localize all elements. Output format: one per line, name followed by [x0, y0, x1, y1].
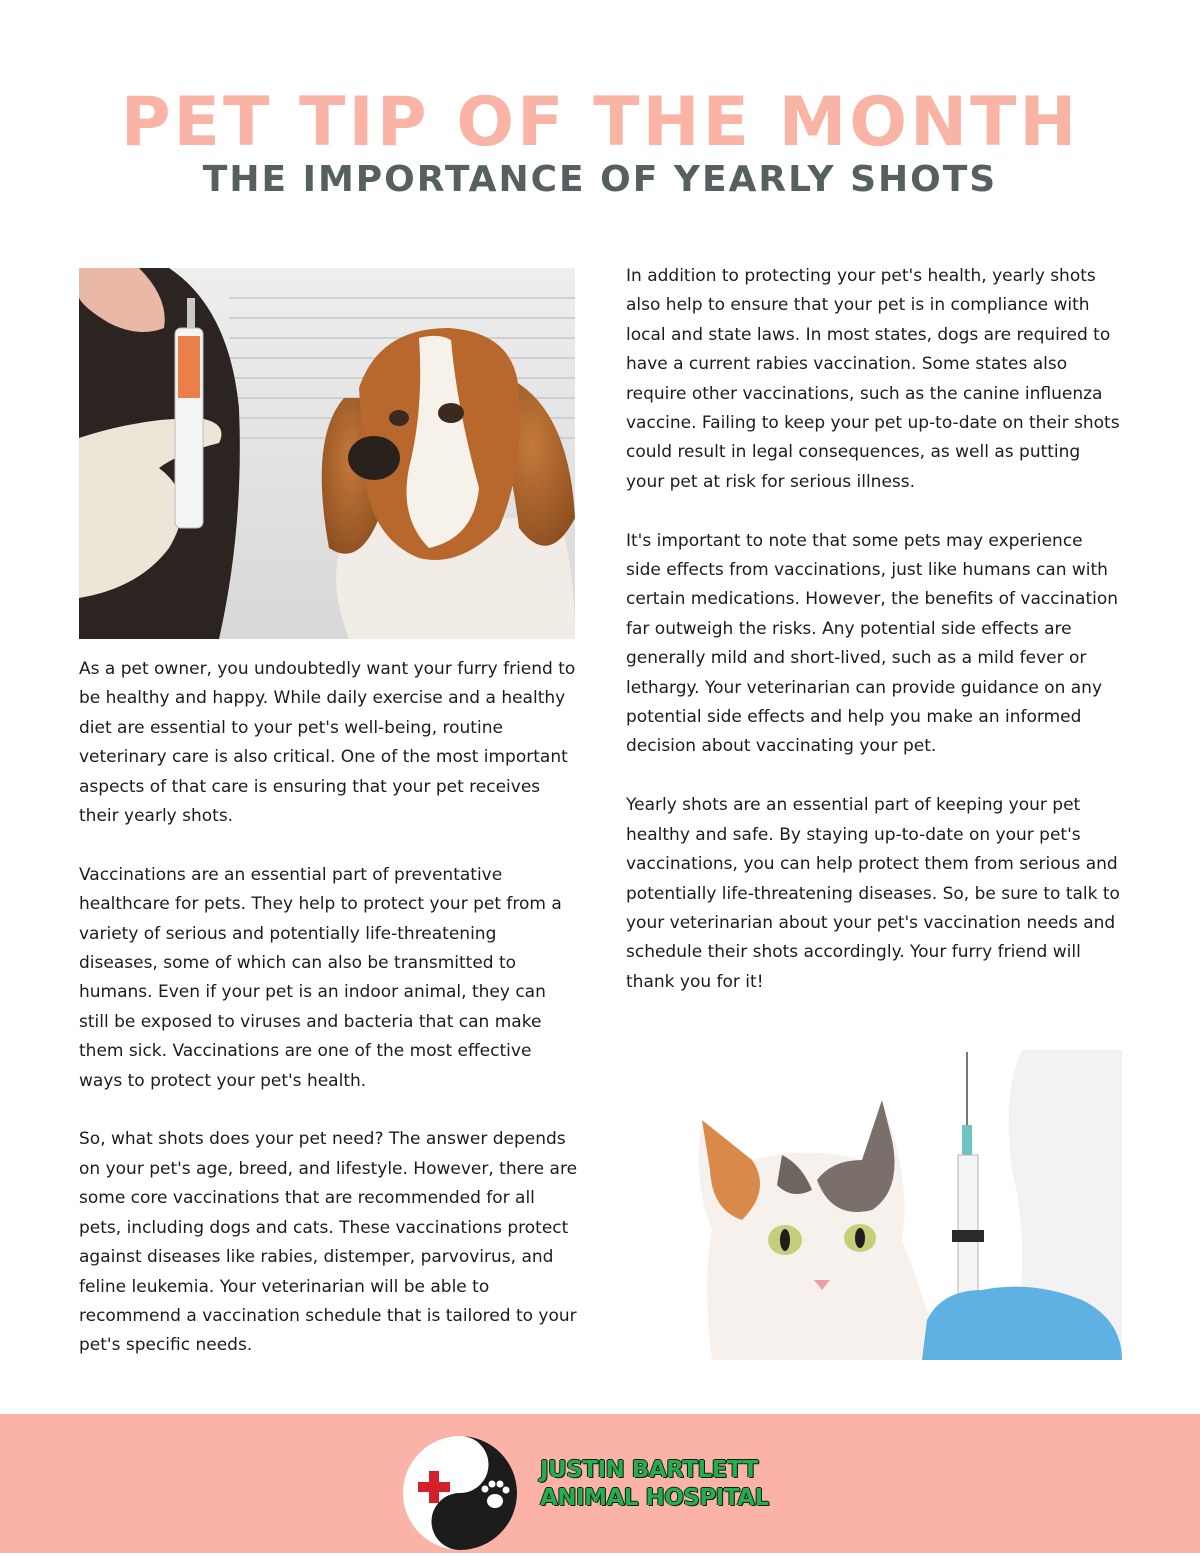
- paragraph-intro: As a pet owner, you undoubtedly want your furry friend to be healthy and happy. While daily exercise and a healthy diet are essential to your pet's well-being, routine veterinary care is also critical. One of the most important aspects of that care is ensuring that your pet receives their yearly shots.: [79, 659, 576, 827]
- left-column: [79, 655, 579, 1390]
- paragraph-laws: In addition to protecting your pet's health, yearly shots also help to ensure that your pet is in compliance with local and state laws. In most states, dogs are required to have a current rabies vaccination. Some states also require other vaccinations, such as the canine influenza vaccine. Failing to keep your pet up-to-date on their shots could result in legal consequences, as well as putting your pet at risk for serious illness.: [626, 266, 1120, 492]
- right-column: [626, 262, 1122, 1027]
- hospital-logo-text: [540, 1456, 769, 1512]
- paragraph-side-effects: It's important to note that some pets may experience side effects from vaccinations, just like humans can with certain medications. However, the benefits of vaccination far outweigh the risks. Any potential side effects are generally mild and short-lived, such as a mild fever or lethargy. Your veterinarian can provide guidance on any potential side effects and help you make an informed decision about vaccinating your pet.: [626, 530, 1119, 757]
- paragraph-conclusion: Yearly shots are an essential part of keeping your pet healthy and safe. By staying up-to-date on your pet's vaccinations, you can help protect them from serious and potentially life-threatening diseases. So, be sure to talk to your veterinarian about your pet's vaccination needs and schedule their shots accordingly. Your furry friend will thank you for it!: [626, 795, 1120, 992]
- hospital-logo-icon: [396, 1434, 526, 1556]
- logo-line-1: JUSTIN BARTLETT: [540, 1457, 758, 1483]
- cat-vaccine-photo: [682, 1050, 1122, 1360]
- page-title: PET TIP OF THE MONTH: [120, 83, 1080, 162]
- paragraph-core-shots: So, what shots does your pet need? The answer depends on your pet's age, breed, and lifestyle. However, there are some core vaccinations that are recommended for all pets, including dogs and cats. These vaccinations protect against diseases like rabies, distemper, parvovirus, and feline leukemia. Your veterinarian will be able to recommend a vaccination schedule that is tailored to your pet's specific needs.: [79, 1129, 578, 1356]
- logo-line-2: ANIMAL HOSPITAL: [540, 1485, 769, 1511]
- paragraph-vaccinations: Vaccinations are an essential part of preventative healthcare for pets. They help to protect your pet from a variety of serious and potentially life-threatening diseases, some of which can also be transmitted to humans. Even if your pet is an indoor animal, they can still be exposed to viruses and bacteria that can make them sick. Vaccinations are one of the most effective ways to protect your pet's health.: [79, 864, 562, 1091]
- footer: [0, 1414, 1200, 1553]
- beagle-vaccine-photo: [79, 268, 575, 639]
- page-subtitle: THE IMPORTANCE OF YEARLY SHOTS: [202, 159, 998, 200]
